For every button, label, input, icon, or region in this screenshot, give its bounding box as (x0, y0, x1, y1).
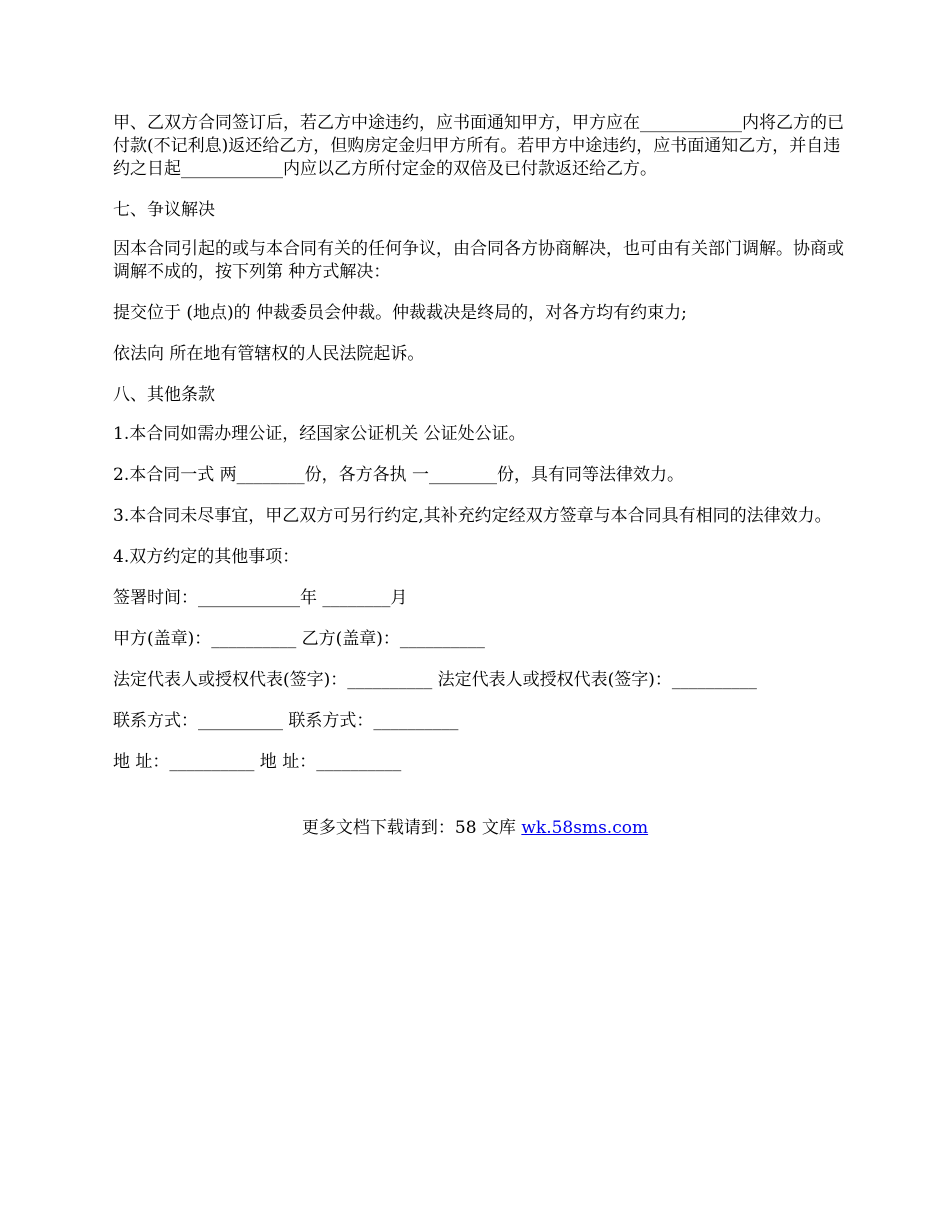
clause-other-matters: 4.双方约定的其他事项： (113, 547, 300, 567)
download-footer (0, 817, 950, 840)
paragraph-dispute-resolution: 因本合同引起的或与本合同有关的任何争议，由合同各方协商解决，也可由有关部门调解。协商或调解不成的，按下列第 种方式解决： (113, 239, 844, 282)
section-heading-other: 八、其他条款 (113, 385, 215, 405)
clause-copies: 2.本合同一式 两________份，各方各执 一________份，具有同等法律效力。 (113, 465, 685, 485)
clause-supplementary: 3.本合同未尽事宜，甲乙双方可另行约定,其补充约定经双方签章与本合同具有相同的法律效力。 (113, 506, 832, 526)
document-body (113, 112, 853, 792)
contact-line: 联系方式：__________ 联系方式：__________ (113, 711, 459, 731)
address-line: 地 址：__________ 地 址：__________ (113, 752, 402, 772)
clause-notarization: 1.本合同如需办理公证，经国家公证机关 公证处公证。 (113, 424, 526, 444)
section-heading-dispute: 七、争议解决 (113, 200, 215, 220)
paragraph-arbitration: 提交位于 (地点)的 仲裁委员会仲裁。仲裁裁决是终局的，对各方均有约束力; (113, 303, 687, 323)
paragraph-breach-terms: 甲、乙双方合同签订后，若乙方中途违约，应书面通知甲方，甲方应在____________内将乙方的已付款(不记利息)返还给乙方，但购房定金归甲方所有。若甲方中途违约，应书面通知乙方，并自违约之日起____________内应以乙方所付定金的双倍及已付款返还给乙方。 (113, 113, 844, 179)
signing-time-line: 签署时间：____________年 ________月 (113, 588, 408, 608)
footer-text: 更多文档下载请到：58 文库 (301, 818, 522, 838)
representative-signature-line: 法定代表人或授权代表(签字)：__________ 法定代表人或授权代表(签字)：__________ (113, 670, 757, 690)
paragraph-litigation: 依法向 所在地有管辖权的人民法院起诉。 (113, 344, 425, 364)
footer-link[interactable]: wk.58sms.com (521, 818, 649, 838)
seal-line: 甲方(盖章)：__________ 乙方(盖章)：__________ (113, 629, 485, 649)
